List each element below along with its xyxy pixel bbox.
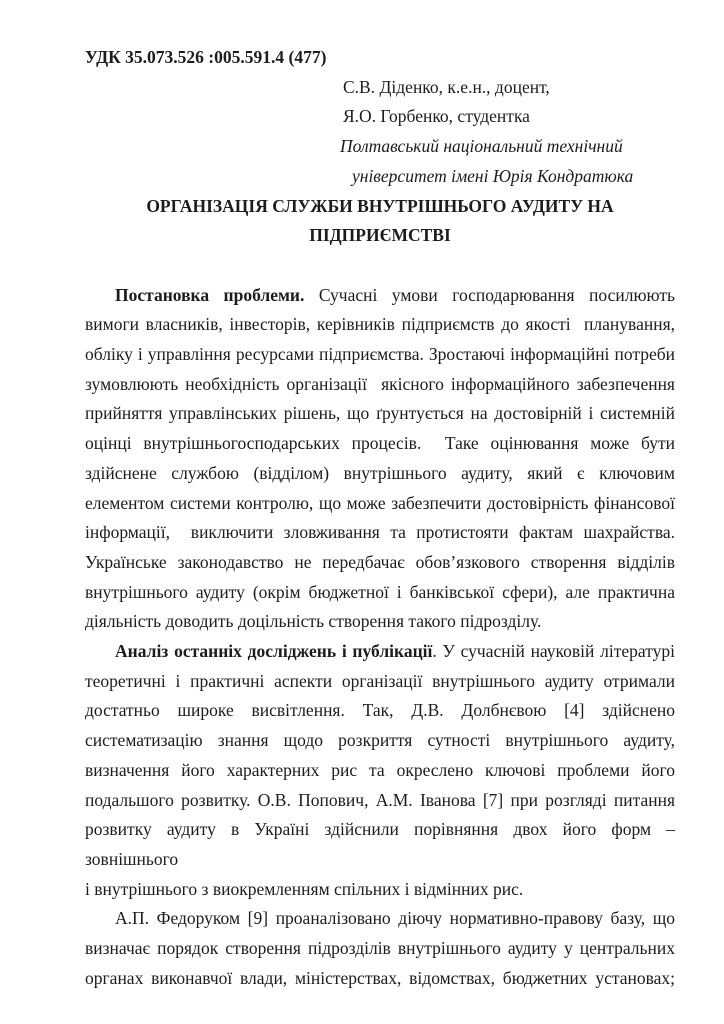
paragraph-1-line: інформації, виключити зловживання та протистояти фактам шахрайства. <box>85 522 675 543</box>
paragraph-1-line: здійснене службою (відділом) внутрішнього аудиту, який є ключовим <box>85 462 675 483</box>
paragraph-1-line: зумовлюють необхідність організації якісного інформаційного забезпечення <box>85 373 675 394</box>
paragraph-1-line: обліку і управління ресурсами підприємства. Зростаючі інформаційні потреби <box>85 344 675 365</box>
affiliation-line-1: Полтавський національний технічний <box>340 136 623 157</box>
article-title-line-2: ПІДПРИЄМСТВІ <box>309 225 451 246</box>
article-title <box>85 192 675 251</box>
paragraph-2-line: достатньо широке висвітлення. Так, Д.В. Долбнєвою [4] здійснено <box>85 700 675 721</box>
paragraph-1-line: вимоги власників, інвесторів, керівників підприємств до якості планування, <box>85 314 675 335</box>
paragraph-2-line: теоретичні і практичні аспекти організації внутрішнього аудиту отримали <box>85 670 675 691</box>
udc-code: УДК 35.073.526 :005.591.4 (477) <box>85 47 327 67</box>
paragraph-1-line: Постановка проблеми. Сучасні умови господарювання посилюють <box>115 284 675 305</box>
paragraph-2-line: подальшого розвитку. О.В. Попович, А.М. Іванова [7] при розгляді питання <box>85 789 675 810</box>
paragraph-1-line: діяльність доводить доцільність створення такого підрозділу. <box>85 611 542 632</box>
paragraph-1-line: прийняття управлінських рішень, що ґрунтується на достовірній і системній <box>85 403 675 424</box>
byline-block <box>85 73 675 192</box>
paragraph-3-line: А.П. Федоруком [9] проаналізовано діючу нормативно-правову базу, що <box>115 908 675 929</box>
paragraph-3-line: органах виконавчої влади, міністерствах, відомствах, бюджетних установах; <box>85 967 675 988</box>
author-line-2: Я.О. Горбенко, студентка <box>343 106 530 127</box>
paragraph-2-line: і внутрішнього з виокремленням спільних і відмінних рис. <box>85 878 524 899</box>
article-body <box>85 281 675 994</box>
paragraph-1-line: елементом системи контролю, що може забезпечити достовірність фінансової <box>85 492 675 513</box>
paragraph-1-line: внутрішнього аудиту (окрім бюджетної і банківської сфери), але практична <box>85 581 675 602</box>
paragraph-2-line: систематизацію знання щодо розкриття сутності внутрішнього аудиту, <box>85 730 675 751</box>
paragraph-1-line: оцінці внутрішньогосподарських процесів. Таке оцінювання може бути <box>85 433 675 454</box>
paragraph-1-line: Українське законодавство не передбачає обов’язкового створення відділів <box>85 551 675 572</box>
paragraph-2-line: Аналіз останніх досліджень і публікації. У сучасній науковій літературі <box>115 641 675 662</box>
paragraph-2-line: визначення його характерних рис та окреслено ключові проблеми його <box>85 759 675 780</box>
paragraph-3-line: визначає порядок створення підрозділів внутрішнього аудиту у центральних <box>85 938 675 959</box>
author-line-1: С.В. Діденко, к.е.н., доцент, <box>343 76 550 97</box>
article-title-line-1: ОРГАНІЗАЦІЯ СЛУЖБИ ВНУТРІШНЬОГО АУДИТУ НА <box>146 195 614 216</box>
affiliation-line-2: університет імені Юрія Кондратюка <box>352 165 634 186</box>
paragraph-2-line: розвитку аудиту в Україні здійснили порівняння двох його форм – зовнішнього <box>85 819 675 869</box>
